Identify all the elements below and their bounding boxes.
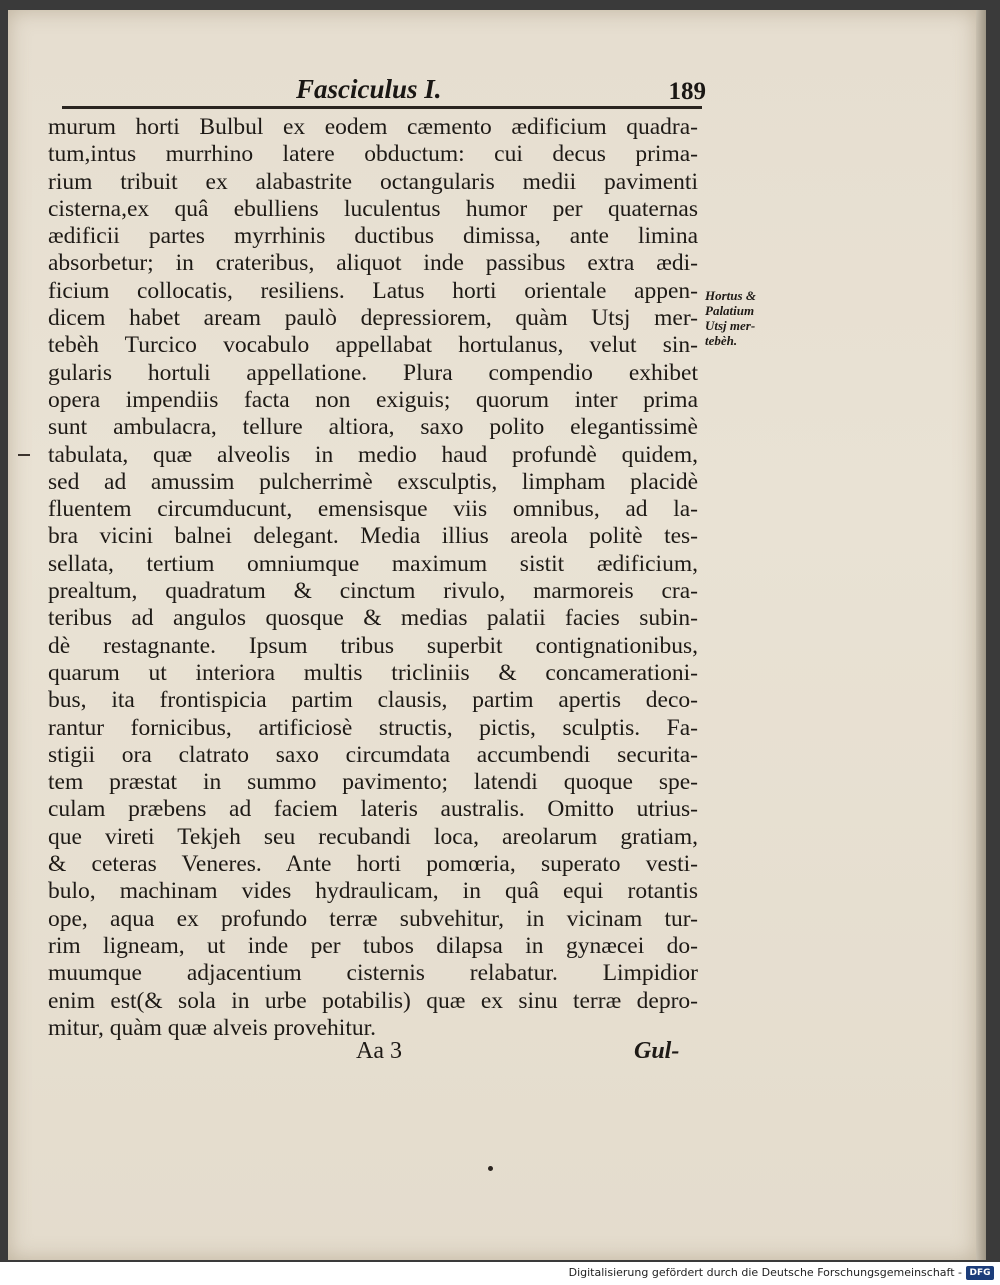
text-line: que vireti Tekjeh seu recubandi loca, areolarum gratiam,	[48, 823, 698, 850]
text-line: ædificii partes myrrhinis ductibus dimissa, ante limina	[48, 223, 698, 250]
text-line: sunt ambulacra, tellure altiora, saxo polito elegantissimè	[48, 414, 698, 441]
text-line: opera impendiis facta non exiguis; quorum inter prima	[48, 386, 698, 413]
text-line: rim ligneam, ut inde per tubos dilapsa in gynæcei do-	[48, 932, 698, 959]
marginal-note-line: Hortus &	[705, 288, 756, 303]
text-line: rium tribuit ex alabastrite octangularis medii pavimenti	[48, 168, 698, 195]
margin-mark	[18, 454, 30, 456]
text-line: tabulata, quæ alveolis in medio haud profundè quidem,	[48, 441, 698, 468]
text-line: mitur, quàm quæ alveis provehitur.	[48, 1014, 377, 1041]
text-line: gularis hortuli appellatione. Plura compendio exhibet	[48, 359, 698, 386]
marginal-note-line: tebèh.	[705, 333, 738, 348]
footer-bar	[0, 1262, 1000, 1285]
signature-mark: Aa 3	[356, 1038, 402, 1064]
text-line: murum horti Bulbul ex eodem cæmento ædificium quadra-	[48, 114, 698, 140]
text-line: tem præstat in summo pavimento; latendi quoque spe-	[48, 769, 698, 796]
text-line: dicem habet aream paulò depressiorem, quàm Utsj mer-	[48, 305, 698, 332]
text-line: stigii ora clatrato saxo circumdata accumbendi securita-	[48, 741, 698, 768]
running-header	[40, 72, 710, 112]
marginal-note	[705, 288, 795, 348]
text-line: ficium collocatis, resiliens. Latus horti orientale appen-	[48, 277, 698, 304]
page-number: 189	[668, 78, 706, 105]
text-line: quarum ut interiora multis tricliniis & concamerationi-	[48, 659, 698, 686]
text-line: rantur fornicibus, artificiosè structis, pictis, sculptis. Fa-	[48, 714, 698, 741]
ink-speck	[488, 1166, 493, 1171]
text-line: sed ad amussim pulcherrimè exsculptis, limpham placidè	[48, 468, 698, 495]
text-line: fluentem circumducunt, emensisque viis omnibus, ad la-	[48, 496, 698, 523]
text-line: bus, ita frontispicia partim clausis, partim apertis deco-	[48, 687, 698, 714]
marginal-note-line: Utsj mer-	[705, 318, 756, 333]
text-line: bulo, machinam vides hydraulicam, in quâ equi rotantis	[48, 878, 698, 905]
catchword: Gul-	[634, 1038, 680, 1064]
text-line: & ceteras Veneres. Ante horti pomœria, superato vesti-	[48, 851, 698, 878]
text-line: dè restagnante. Ipsum tribus superbit contignationibus,	[48, 632, 698, 659]
text-line: bra vicini balnei delegant. Media illius areola politè tes-	[48, 523, 698, 550]
text-line: sellata, tertium omniumque maximum sistit ædificium,	[48, 550, 698, 577]
text-line: tebèh Turcico vocabulo appellabat hortulanus, velut sin-	[48, 332, 698, 359]
page-edge	[976, 10, 986, 1260]
header-title: Fasciculus I.	[296, 74, 442, 104]
dfg-logo-icon: DFG	[966, 1266, 994, 1280]
header-rule	[62, 106, 702, 109]
text-line: prealtum, quadratum & cinctum rivulo, marmoreis cra-	[48, 578, 698, 605]
text-line: cisterna,ex quâ ebulliens luculentus humor per quaternas	[48, 195, 698, 222]
text-line: tum,intus murrhino latere obductum: cui decus prima-	[48, 141, 698, 168]
text-line: teribus ad angulos quosque & medias palatii facies subin-	[48, 605, 698, 632]
text-line: enim est(& sola in urbe potabilis) quæ ex sinu terræ depro-	[48, 987, 698, 1014]
text-line: ope, aqua ex profundo terræ subvehitur, in vicinam tur-	[48, 905, 698, 932]
catchline	[0, 1038, 1000, 1072]
body-text	[48, 114, 698, 1042]
text-line: culam præbens ad faciem lateris australis. Omitto utrius-	[48, 796, 698, 823]
marginal-note-line: Palatium	[705, 303, 755, 318]
footer-credit: Digitalisierung gefördert durch die Deutsche Forschungsgemeinschaft -	[568, 1266, 962, 1279]
text-line: absorbetur; in crateribus, aliquot inde passibus extra ædi-	[48, 250, 698, 277]
text-line: muumque adjacentium cisternis relabatur. Limpidior	[48, 960, 698, 987]
